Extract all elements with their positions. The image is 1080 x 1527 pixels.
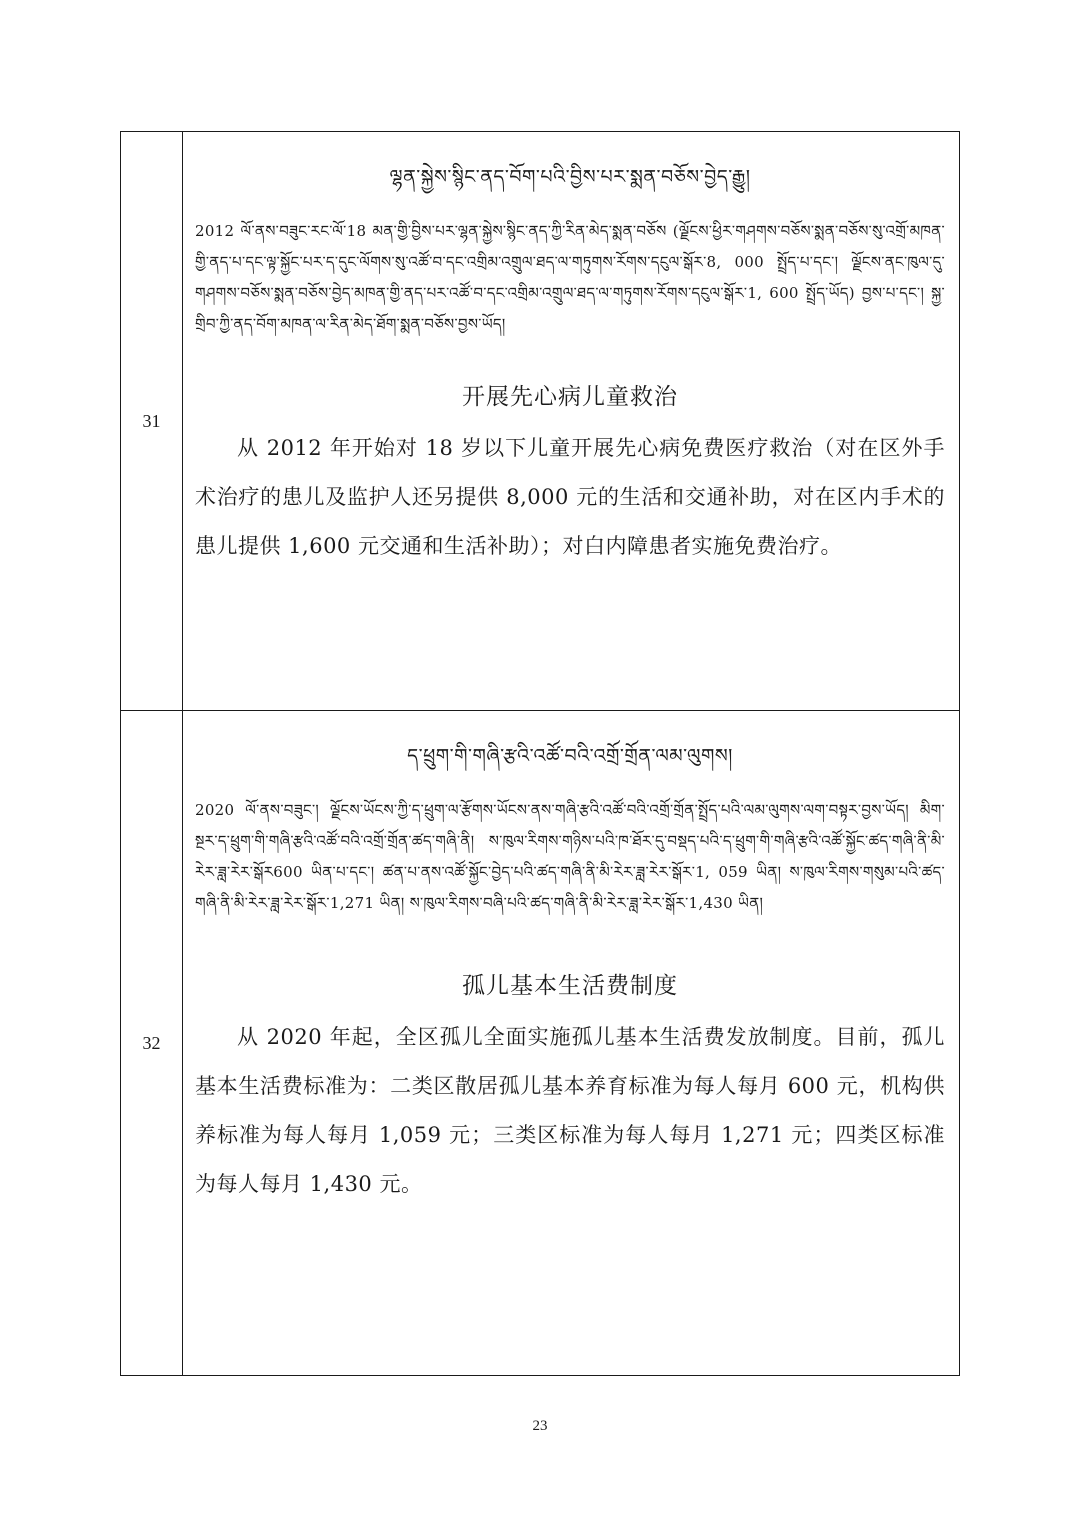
row-number: 31 [121, 132, 183, 711]
table-row [121, 711, 960, 1376]
tibetan-paragraph: 2020 ལོ་ནས་བཟུང་། ལྗོངས་ཡོངས་ཀྱི་ད་ཕྲུག་ལ་རྩོགས་ཡོངས་ནས་གཞི་རྩའི་འཚོ་བའི་འགྲོ་གྲོན་སྤྲོད་པའི་ལམ་ལུགས་ལག་བསྟར་བྱས་ཡོད། མིག་སྔར་ད་ཕྲུག་གི་གཞི་རྩའི་འཚོ་བའི་འགྲོ་གྲོན་ཚད་གཞི་ནི། ས་ཁུལ་རིགས་གཉིས་པའི་ཁ་ཐོར་དུ་བསྡད་པའི་ད་ཕྲུག་གི་གཞི་རྩའི་འཚོ་སྐྱོང་ཚད་གཞི་ནི་མི་རེར་ཟླ་རེར་སྒོར600 ཡིན་པ་དང་། ཚན་པ་ནས་འཚོ་སྐྱོང་བྱེད་པའི་ཚད་གཞི་ནི་མི་རེར་ཟླ་རེར་སྒོར་1, 059 ཡིན། ས་ཁུལ་རིགས་གསུམ་པའི་ཚད་གཞི་ནི་མི་རེར་ཟླ་རེར་སྒོར་1,271 ཡིན། ས་ཁུལ་རིགས་བཞི་པའི་ཚད་གཞི་ནི་མི་རེར་ཟླ་རེར་སྒོར་1,430 ཡིན། [195, 801, 945, 912]
chinese-heading: 开展先心病儿童救治 [462, 384, 678, 410]
row-content-cell [183, 132, 960, 711]
row-content-cell [183, 711, 960, 1376]
tibetan-paragraph: 2012 ལོ་ནས་བཟུང་རང་ལོ་18 མན་གྱི་བྱིས་པར་ལྷན་སྐྱེས་སྙིང་ནད་ཀྱི་རིན་མེད་སྨན་བཅོས (ལྗོངས་ཕྱིར་གཤགས་བཅོས་སྨན་བཅོས་སུ་འགྲོ་མཁན་གྱི་ནད་པ་དང་ལྟ་སྐྱོང་པར་ད་དུང་ལོགས་སུ་འཚོ་བ་དང་འགྲིམ་འགྲུལ་ཐད་ལ་གཏུགས་རོགས་དངུལ་སྒོར་8, 000 སྤྲོད་པ་དང་། ལྗོངས་ནང་ཁུལ་དུ་གཤགས་བཅོས་སྨན་བཅོས་བྱེད་མཁན་གྱི་ནད་པར་འཚོ་བ་དང་འགྲིམ་འགྲུལ་ཐད་ལ་གཏུགས་རོགས་དངུལ་སྒོར་1, 600 སྤྲོད་ཡོད) བྱས་པ་དང་། སྐྱ་གྲིབ་ཀྱི་ནད་བོག་མཁན་ལ་རིན་མེད་ཐོག་སྨན་བཅོས་བྱས་ཡོད། [195, 222, 945, 333]
chinese-paragraph: 从 2020 年起，全区孤儿全面实施孤儿基本生活费发放制度。目前，孤儿基本生活费标准为：二类区散居孤儿基本养育标准为每人每月 600 元，机构供养标准为每人每月 1,059 元；三类区标准为每人每月 1,271 元；四类区标准为每人每月 1,430 元。 [195, 1025, 945, 1196]
page-number: 23 [532, 1418, 548, 1434]
chinese-paragraph: 从 2012 年开始对 18 岁以下儿童开展先心病免费医疗救治（对在区外手术治疗的患儿及监护人还另提供 8,000 元的生活和交通补助，对在区内手术的患儿提供 1,600 元交通和生活补助）；对白内障患者实施免费治疗。 [195, 436, 945, 558]
table-row [121, 132, 960, 711]
policy-table [120, 131, 960, 1376]
tibetan-heading: ད་ཕྲུག་གི་གཞི་རྩའི་འཚོ་བའི་འགྲོ་གྲོན་ལམ་ལུགས། [407, 745, 733, 767]
row-number: 32 [121, 711, 183, 1376]
row-content [183, 741, 959, 1209]
tibetan-heading: ལྷན་སྐྱེས་སྙིང་ནད་བོག་པའི་བྱིས་པར་སྨན་བཅོས་བྱེད་རྒྱུ། [389, 166, 751, 188]
chinese-heading: 孤儿基本生活费制度 [462, 973, 678, 999]
row-content [183, 162, 959, 571]
